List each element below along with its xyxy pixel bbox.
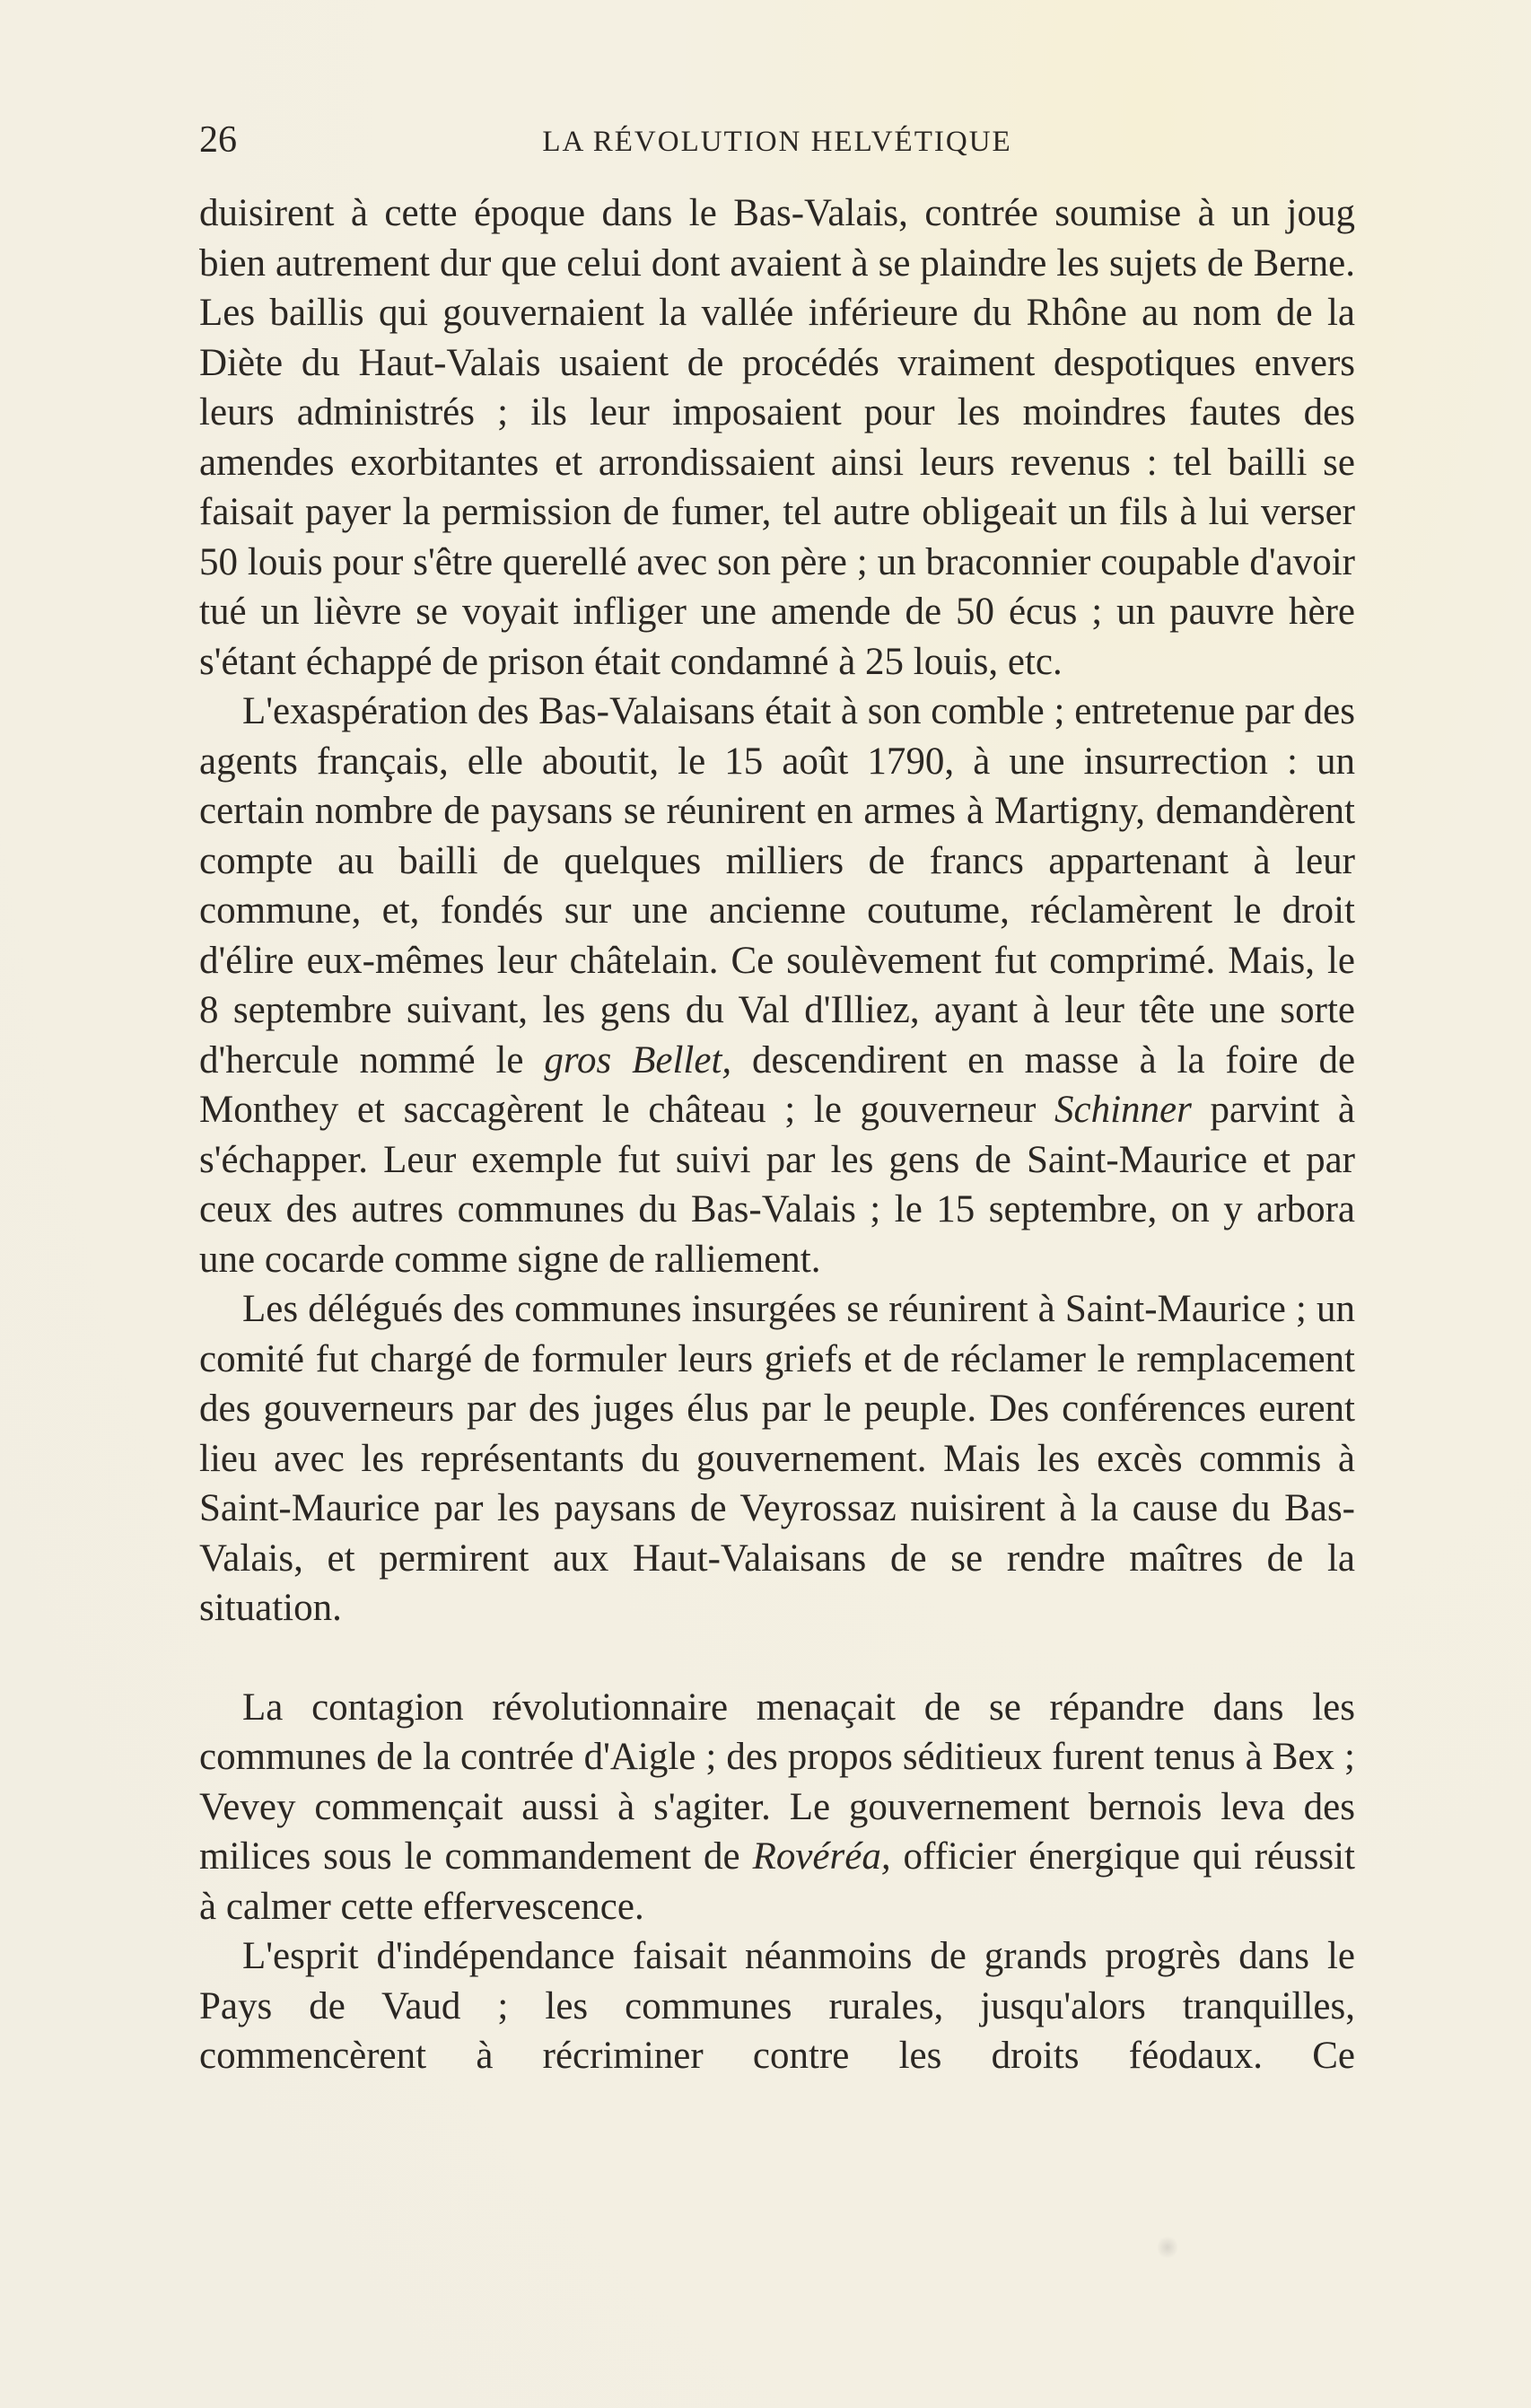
paragraph-2-part-c: parvint à s'échapper. Leur exemple fut suivi par les gens de Saint-Maurice et par ceux des autres communes du Bas-Valais ; le 15 septembre, on y arbora une cocarde comme signe de ralliement.: [199, 1089, 1356, 1281]
paragraph-5: L'esprit d'indépendance faisait néanmoins de grands progrès dans le Pays de Vaud ; les communes rurales, jusqu'alors tranquilles, commencèrent à récriminer contre les droits féodaux. Ce: [199, 1935, 1355, 2077]
paragraph-2-part-b: descendirent en masse à la foire de Monthey et saccagèrent le château ; le gouverneur: [199, 1038, 1356, 1131]
paragraph-4: [199, 1683, 1355, 1932]
running-title: LA RÉVOLUTION HELVÉTIQUE: [542, 126, 1012, 158]
paragraph-1: duisirent à cette époque dans le Bas-Valais, contrée soumise à un joug bien autrement dur que celui dont avaient à se plaindre les sujets de Berne. Les baillis qui gouvernaient la vallée inférieure du Rhône au nom de la Diète du Haut-Valais usaient de procédés vraiment despotiques envers leurs administrés ; ils leur imposaient pour les moindres fautes des amendes exorbitantes et arrondissaient ainsi leurs revenus : tel bailli se faisait payer la permission de fumer, tel autre obligeait un fils à lui verser 50 louis pour s'être querellé avec son père ; un braconnier coupable d'avoir tué un lièvre se voyait infliger une amende de 50 écus ; un pauvre hère s'étant échappé de prison était condamné à 25 louis, etc.: [199, 192, 1355, 683]
paragraph-4-part-b: officier énergique qui réussit à calmer cette effervescence.: [199, 1835, 1356, 1928]
name-roverea: Rovéréa,: [752, 1835, 891, 1878]
paper-smudge: [1158, 2235, 1177, 2260]
page-header: [199, 115, 1355, 165]
paragraph-2: [199, 687, 1355, 1284]
page-number: 26: [199, 119, 237, 161]
name-gros-bellet: gros Bellet,: [544, 1038, 732, 1081]
body-text: [199, 188, 1355, 2081]
paragraph-2-part-a: L'exaspération des Bas-Valaisans était à son comble ; entretenue par des agents français, elle aboutit, le 15 août 1790, à une insurrection : un certain nombre de paysans se réunirent en armes à Martigny, demandèrent compte au bailli de quelques milliers de francs appartenant à leur commune, et, fondés sur une ancienne coutume, réclamèrent le droit d'élire eux-mêmes leur châtelain. Ce soulèvement fut comprimé. Mais, le 8 septembre suivant, les gens du Val d'Illiez, ayant à leur tête une sorte d'hercule nommé le: [199, 690, 1355, 1081]
paragraph-4-part-a: La contagion révolutionnaire menaçait de se répandre dans les communes de la contrée d'Aigle ; des propos séditieux furent tenus à Bex ; Vevey commençait aussi à s'agiter. Le gouvernement bernois leva des milices sous le commandement de: [199, 1686, 1355, 1878]
paragraph-3: Les délégués des communes insurgées se réunirent à Saint-Maurice ; un comité fut chargé de formuler leurs griefs et de réclamer le remplacement des gouverneurs par des juges élus par le peuple. Des conférences eurent lieu avec les représentants du gouvernement. Mais les excès commis à Saint-Maurice par les paysans de Veyrossaz nuisirent à la cause du Bas-Valais, et permirent aux Haut-Valaisans de se rendre maîtres de la situation.: [199, 1288, 1355, 1629]
name-schinner: Schinner: [1054, 1089, 1192, 1131]
